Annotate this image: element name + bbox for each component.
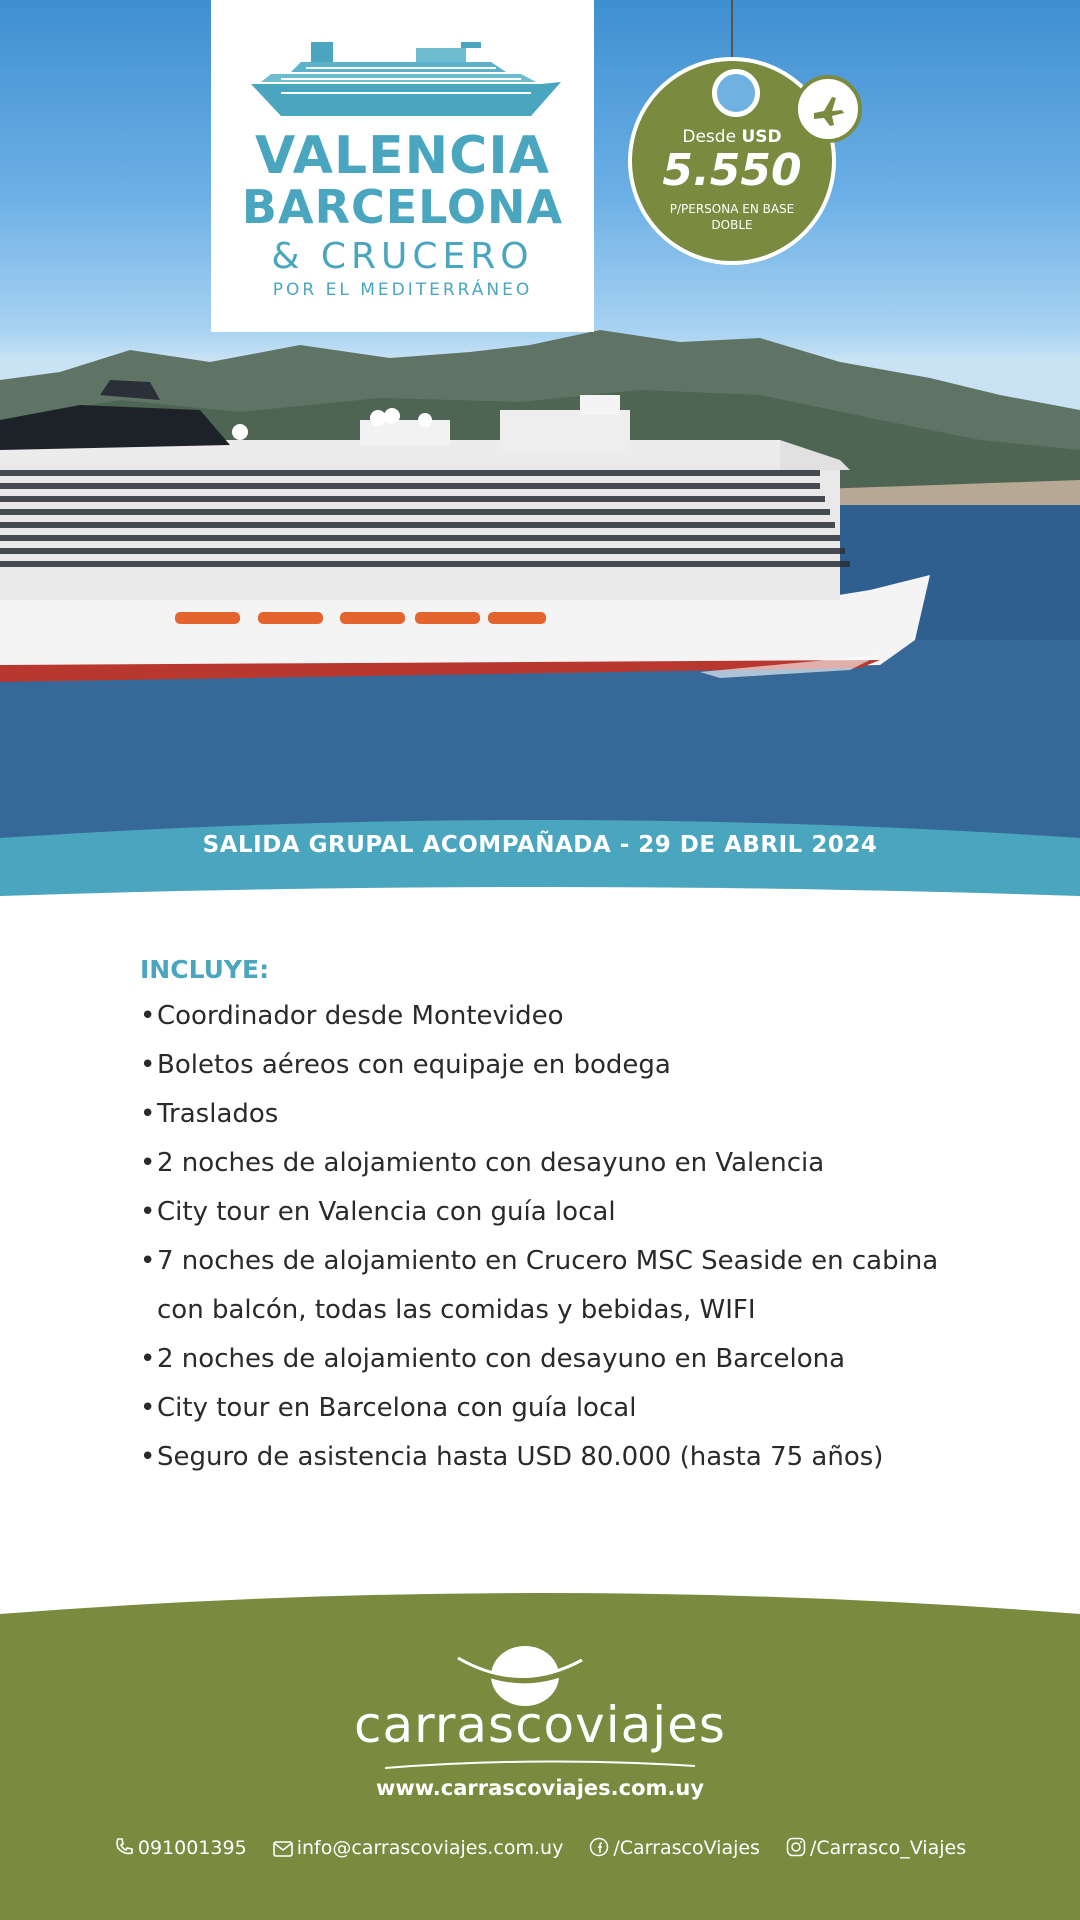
title-card <box>211 0 594 332</box>
price-currency: USD <box>741 127 782 147</box>
list-item: • Traslados <box>140 1090 1020 1139</box>
phone-text: 091001395 <box>137 1836 247 1859</box>
facebook-text: /CarrascoViajes <box>613 1836 760 1859</box>
title-subtitle: POR EL MEDITERRÁNEO <box>272 280 533 300</box>
airplane-icon <box>808 89 848 129</box>
tag-hole <box>712 69 760 117</box>
contact-bar <box>0 1836 1080 1859</box>
departure-band <box>0 812 1080 904</box>
email-contact[interactable] <box>273 1837 564 1859</box>
email-text: info@carrascoviajes.com.uy <box>296 1836 564 1859</box>
facebook-contact[interactable] <box>589 1837 760 1859</box>
price-amount: 5.550 <box>662 145 802 196</box>
title-crucero: & CRUCERO <box>271 236 534 277</box>
list-item: • Boletos aéreos con equipaje en bodega <box>140 1041 1020 1090</box>
email-icon <box>273 1841 293 1857</box>
includes-section <box>140 955 1020 1482</box>
tag-string <box>731 0 733 62</box>
price-from-text: Desde <box>682 127 737 147</box>
list-item: • 7 noches de alojamiento en Crucero MSC Seaside en cabina con balcón, todas las comidas y bebidas, WIFI <box>140 1237 947 1335</box>
brand-logo-text: carrascoviajes <box>354 1696 726 1754</box>
title-barcelona: BARCELONA <box>241 180 564 234</box>
instagram-contact[interactable] <box>786 1837 966 1859</box>
logo-swoosh <box>380 1758 700 1772</box>
departure-text: SALIDA GRUPAL ACOMPAÑADA - 29 DE ABRIL 2024 <box>202 832 878 858</box>
list-item: • Seguro de asistencia hasta USD 80.000 (hasta 75 años) <box>140 1433 1020 1482</box>
list-item: • City tour en Barcelona con guía local <box>140 1384 1020 1433</box>
phone-contact[interactable] <box>114 1837 247 1859</box>
includes-list <box>140 992 1020 1482</box>
ship-logo-icon <box>241 34 564 120</box>
phone-icon <box>114 1837 134 1857</box>
price-tag <box>628 57 836 265</box>
airplane-badge <box>794 75 862 143</box>
instagram-text: /Carrasco_Viajes <box>810 1836 967 1859</box>
facebook-icon <box>589 1837 609 1857</box>
list-item: • 2 noches de alojamiento con desayuno en Valencia <box>140 1139 1020 1188</box>
title-valencia: VALENCIA <box>255 126 550 186</box>
price-note: P/PERSONA EN BASE DOBLE <box>669 202 795 232</box>
website-link[interactable]: www.carrascoviajes.com.uy <box>375 1776 705 1800</box>
includes-title: INCLUYE: <box>140 955 270 984</box>
footer <box>0 1588 1080 1920</box>
list-item: • 2 noches de alojamiento con desayuno en Barcelona <box>140 1335 1020 1384</box>
hero-banner <box>0 0 1080 900</box>
list-item: • Coordinador desde Montevideo <box>140 992 1020 1041</box>
list-item: • City tour en Valencia con guía local <box>140 1188 1020 1237</box>
instagram-icon <box>786 1837 806 1857</box>
